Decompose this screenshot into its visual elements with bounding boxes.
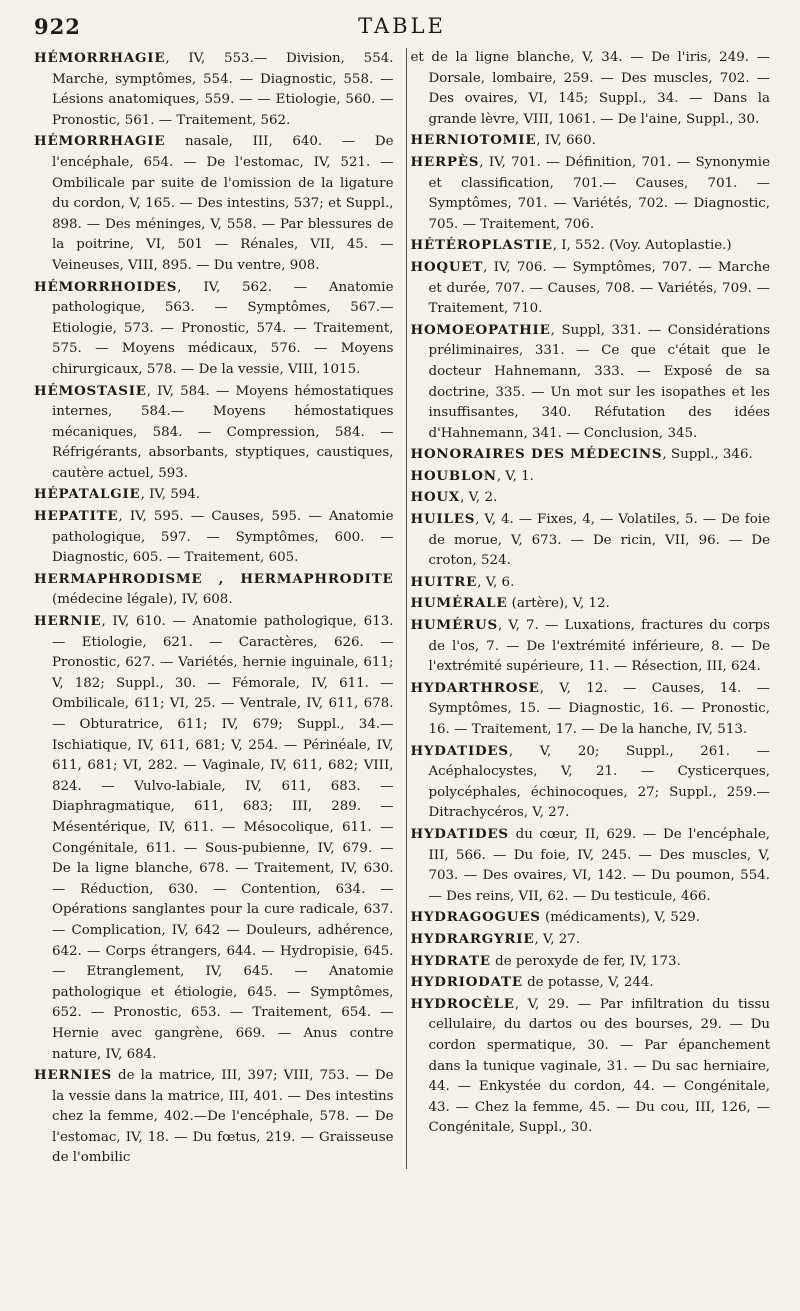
entry-text: , V, 12. — Causes, 14. — Symptômes, 15. — Diagnostic, 16. — Pronostic, 16. — Traitement, 17. — De la hanche, IV, 513. (428, 680, 770, 737)
entry-heading: HUMÉRALE (410, 595, 508, 612)
entry-heading: HERNIE (34, 613, 102, 630)
entry-text: , IV, 610. — Anatomie pathologique, 613. — Etiologie, 621. — Caractères, 626. — Pronostic, 627. — Variétés, hernie inguinale, 611; V, 182; Suppl., 30. — Fémorale, IV, 611. — Ombilicale, 611; VI, 25. — Ventrale, IV, 611, 678. — Obturatrice, 611; IV, 679; Suppl., 34.— Ischiatique, IV, 611, 681; V, 254. — Périnéale, IV, 611, 681; VI, 282. — Vaginale, IV, 611, 682; VIII, 824. — Vulvo-labiale, IV, 611, 683. — Diaphragmatique, 611, 683; III, 289. — Mésentérique, IV, 611. — Mésocolique, 611. — Congénitale, 611. — Sous-pubienne, IV, 679. — De la ligne blanche, 678. — Traitement, IV, 630. — Réduction, 630. — Contention, 634. — Opérations sanglantes pour la cure radicale, 637. — Complication, IV, 642 — Douleurs, adhérence, 642. — Corps étrangers, 644. — Hydropisie, 645. — Etranglement, IV, 645. — Anatomie pathologique et étiologie, 645. — Symptômes, 652. — Pronostic, 653. — Traitement, 654. — Hernie avec gangrène, 669. — Anus contre nature, IV, 684. (52, 614, 394, 1062)
entry-heading: HUITRE (410, 573, 478, 590)
index-entry (411, 615, 771, 678)
entry-heading: HYDRARGYRIE (410, 930, 535, 947)
entry-heading: HÉTÉROPLASTIE (410, 237, 553, 254)
entry-text: , V, 4. — Fixes, 4, — Volatiles, 5. — De foie de morue, V, 673. — De ricin, VII, 96. — De croton, 524. (428, 512, 770, 569)
entry-heading: HOMOEOPATHIE (410, 321, 551, 338)
index-entry (411, 593, 771, 615)
entry-text: nasale, III, 640. — De l'encéphale, 654. — De l'estomac, IV, 521. — Ombilicale par suite de l'omission de la ligature du cordon, V, 165. — Des intestins, 537; et Suppl., 898. — Des méninges, V, 558. — Par blessures de la poitrine, VI, 501 — Rénales, VII, 45. — Veineuses, VIII, 895. — Du ventre, 908. (52, 134, 394, 273)
entry-text: , IV, 584. — Moyens hémostatiques internes, 584.— Moyens hémostatiques mécaniques, 584. — Compression, 584. — Réfrigérants, absorbants, styptiques, caustiques, cautère actuel, 593. (52, 383, 394, 481)
index-entry (34, 381, 394, 485)
entry-heading: HEPATITE (34, 508, 119, 525)
index-columns (34, 48, 770, 1169)
right-column (407, 48, 771, 1169)
entry-text: , IV, 553.— Division, 554. Marche, symptômes, 554. — Diagnostic, 558. — Lésions anatomiques, 559. — — Etiologie, 560. — Pronostic, 561. — Traitement, 562. (52, 51, 394, 128)
entry-text: (médicaments), V, 529. (540, 910, 701, 926)
entry-text: , IV, 595. — Causes, 595. — Anatomie pathologique, 597. — Symptômes, 600. — Diagnostic, 605. — Traitement, 605. (52, 509, 394, 566)
entry-text: , I, 552. (Voy. Autoplastie.) (552, 238, 732, 254)
entry-heading: HOUBLON (410, 467, 497, 484)
entry-text: , V, 27. (534, 931, 581, 947)
entry-text: , Suppl., 346. (662, 447, 753, 463)
index-entry (411, 487, 771, 509)
index-entry (411, 972, 771, 994)
index-entry (411, 824, 771, 907)
entry-text: , V, 7. — Luxations, fractures du corps de l'os, 7. — De l'extrémité inférieure, 8. — De l'extrémité supérieure, 11. — Résection, III, 624. (428, 618, 770, 675)
index-entry (411, 444, 771, 466)
index-entry (411, 741, 771, 824)
entry-heading: HYDRATE (410, 952, 491, 969)
entry-heading: HOUX (410, 489, 461, 506)
entry-text: de potasse, V, 244. (522, 975, 654, 991)
entry-text: , IV, 562. — Anatomie pathologique, 563. — Symptômes, 567.— Etiologie, 573. — Pronostic, 574. — Traitement, 575. — Moyens médicaux, 576. — Moyens chirurgicaux, 578. — De la vessie, VIII, 1015. (52, 279, 394, 377)
index-entry (411, 48, 771, 130)
entry-text: et de la ligne blanche, V, 34. — De l'iris, 249. — Dorsale, lombaire, 259. — Des muscles, 702. — Des ovaires, VI, 145; Suppl., 34. — Dans la grande lèvre, VIII, 1061. — De l'aine, Suppl., 30. (410, 50, 770, 127)
page-number: 922 (34, 14, 81, 39)
entry-heading: HYDATIDES (410, 825, 509, 842)
index-entry (411, 257, 771, 320)
entry-text: , Suppl, 331. — Considérations préliminaires, 331. — Ce que c'était que le docteur Hahnemann, 333. — Exposé de sa doctrine, 335. — Un mot sur les isopathes et les insuffisantes, 340. Réfutation des idées d'Hahnemann, 341. — Conclusion, 345. (428, 322, 770, 441)
index-entry (411, 994, 771, 1139)
entry-heading: HERNIOTOMIE (410, 132, 537, 149)
index-entry (411, 235, 771, 257)
entry-heading: HYDRAGOGUES (410, 909, 541, 926)
index-entry (411, 907, 771, 929)
entry-text: , IV, 701. — Définition, 701. — Synonymie et classification, 701.— Causes, 701. — Symptômes, 701. — Variétés, 702. — Diagnostic, 705. — Traitement, 706. (428, 154, 770, 232)
entry-text: (médecine légale), IV, 608. (52, 592, 233, 608)
index-entry (34, 611, 394, 1065)
index-entry (411, 320, 771, 445)
index-entry (411, 678, 771, 741)
page-title: TABLE (358, 14, 446, 38)
entry-heading: HYDATIDES (410, 742, 509, 759)
entry-heading: HÉPATALGIE (34, 486, 141, 503)
entry-text: de la matrice, III, 397; VIII, 753. — De la vessie dans la matrice, III, 401. — Des intestins chez la femme, 402.—De l'encéphale, 578. — De l'estomac, IV, 18. — Du fœtus, 219. — Graisseuse de l'ombilic (52, 1068, 394, 1166)
entry-heading: HÉMORRHAGIE (34, 50, 166, 66)
entry-text: , IV, 594. (140, 487, 201, 503)
index-entry (411, 466, 771, 488)
index-entry (34, 569, 394, 611)
entry-text: , V, 1. (496, 468, 534, 484)
index-entry (411, 929, 771, 951)
index-entry (411, 951, 771, 973)
entry-text: , V, 29. — Par infiltration du tissu cellulaire, du dartos ou des bourses, 29. — Du cordon spermatique, 30. — Par épanchement dans la tunique vaginale, 31. — Du sac herniaire, 44. — Enkystée du cordon, 44. — Congénitale, 43. — Chez la femme, 45. — Du cou, III, 126, — Congénitale, Suppl., 30. (428, 996, 770, 1136)
entry-text: , IV, 660. (536, 133, 596, 149)
index-entry (34, 484, 394, 506)
entry-heading: HERNIES (34, 1067, 112, 1084)
entry-heading: HÉMORRHAGIE (34, 133, 166, 150)
index-entry (411, 130, 771, 152)
entry-heading: HUILES (410, 511, 476, 528)
entry-heading: HYDARTHROSE (410, 679, 540, 696)
left-column (34, 48, 407, 1169)
entry-text: de peroxyde de fer, IV, 173. (490, 953, 681, 969)
entry-text: , V, 6. (477, 574, 515, 590)
index-entry (34, 277, 394, 381)
index-entry (34, 506, 394, 569)
entry-text: , V, 2. (460, 490, 498, 506)
entry-text: du cœur, II, 629. — De l'encéphale, III, 566. — Du foie, IV, 245. — Des muscles, V, 703. — Des ovaires, VI, 142. — Du poumon, 554. — Des reins, VII, 62. — Du testicule, 466. (428, 826, 770, 904)
entry-heading: HONORAIRES DES MÉDECINS (410, 446, 663, 463)
entry-text: , V, 20; Suppl., 261. — Acéphalocystes, V, 21. — Cysticerques, polycéphales, échinocoques, 27; Suppl., 259.— Ditrachycéros, V, 27. (428, 743, 770, 821)
index-entry (411, 509, 771, 572)
entry-heading: HERMAPHRODISME , HERMAPHRODITE (34, 570, 394, 587)
entry-heading: HÉMORRHOIDES (34, 278, 178, 295)
index-entry (411, 152, 771, 235)
entry-heading: HYDROCÈLE (410, 995, 515, 1012)
index-entry (411, 572, 771, 594)
entry-heading: HERPÈS (410, 153, 480, 170)
entry-heading: HOQUET (410, 258, 484, 275)
entry-heading: HUMÉRUS (410, 617, 498, 634)
index-entry (34, 131, 394, 276)
entry-text: , IV, 706. — Symptômes, 707. — Marche et durée, 707. — Causes, 708. — Variétés, 709. — Traitement, 710. (428, 259, 770, 317)
index-entry (34, 1065, 394, 1169)
index-entry (34, 48, 394, 131)
entry-heading: HYDRIODATE (410, 974, 523, 991)
entry-text: (artère), V, 12. (507, 596, 610, 612)
entry-heading: HÉMOSTASIE (34, 382, 147, 399)
page-header (34, 14, 770, 42)
